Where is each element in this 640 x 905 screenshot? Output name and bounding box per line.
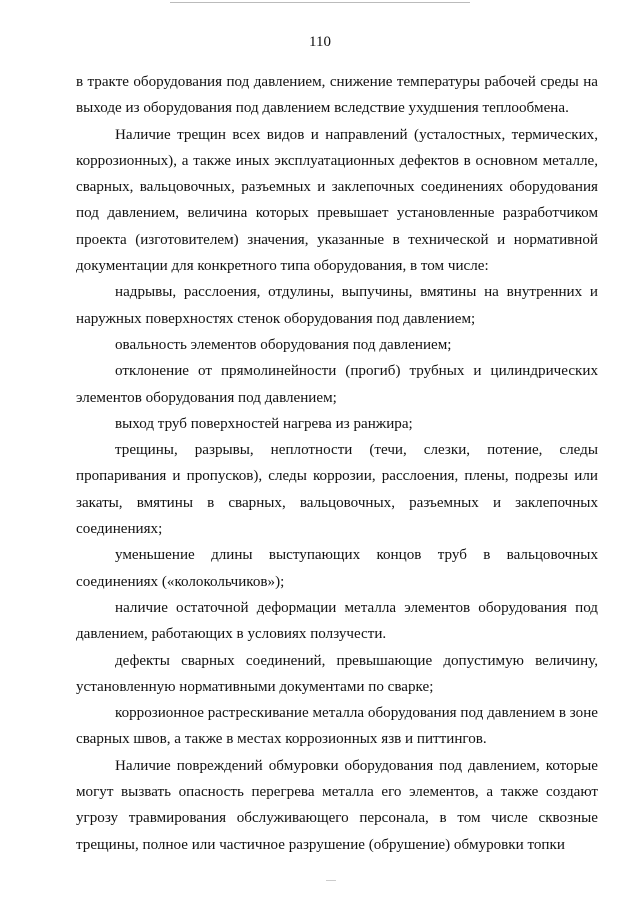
page-number: 110 <box>309 34 331 50</box>
scan-top-edge-line <box>170 2 470 3</box>
list-item-deflection: отклонение от прямолинейности (прогиб) трубных и цилиндрических элементов оборудования под давлением; <box>76 363 598 406</box>
paragraph-continuation: в тракте оборудования под давлением, снижение температуры рабочей среды на выходе из оборудования под давлением вследствие ухудшения теплообмена. <box>76 74 598 117</box>
list-item-ovality: овальность элементов оборудования под давлением; <box>115 336 452 353</box>
list-item-leaks-corrosion: трещины, разрывы, неплотности (течи, слезки, потение, следы пропаривания и пропусков), следы коррозии, расслоения, плены, подрезы или закаты, вмятины в сварных, вальцовочных, разъемных и заклепочных соединениях; <box>76 442 598 538</box>
document-body <box>76 69 598 858</box>
list-item-residual-deformation: наличие остаточной деформации металла элементов оборудования под давлением, работающих в условиях ползучести. <box>76 599 598 643</box>
paragraph-lining-damage: Наличие повреждений обмуровки оборудования под давлением, которые могут вызвать опасность перегрева металла его элементов, а также создают угрозу травмирования обслуживающего персонала, в том числе сквозные трещины, полное или частичное разрушение (обрушение) обмуровки топки <box>76 757 598 853</box>
paragraph-cracks-defects: Наличие трещин всех видов и направлений (усталостных, термических, коррозионных), а также иных эксплуатационных дефектов в основном металле, сварных, вальцовочных, разъемных и заклепочных соединениях оборудования под давлением, величина которых превышает установленные разработчиком проекта (изготовителем) значения, указанные в технической и нормативной документации для конкретного типа оборудования, в том числе: <box>76 126 598 275</box>
list-item-weld-defects: дефекты сварных соединений, превышающие допустимую величину, установленную нормативными документами по сварке; <box>76 652 598 695</box>
list-item-corrosion-cracking: коррозионное растрескивание металла оборудования под давлением в зоне сварных швов, а также в местах коррозионных язв и питтингов. <box>76 705 598 748</box>
list-item-tears-bulges: надрывы, расслоения, отдулины, выпучины, вмятины на внутренних и наружных поверхностях стенок оборудования под давлением; <box>76 284 598 327</box>
list-item-tube-misalignment: выход труб поверхностей нагрева из ранжира; <box>115 415 413 432</box>
scan-bottom-mark <box>326 880 336 881</box>
list-item-tube-ends: уменьшение длины выступающих концов труб в вальцовочных соединениях («колокольчиков»); <box>76 547 598 590</box>
